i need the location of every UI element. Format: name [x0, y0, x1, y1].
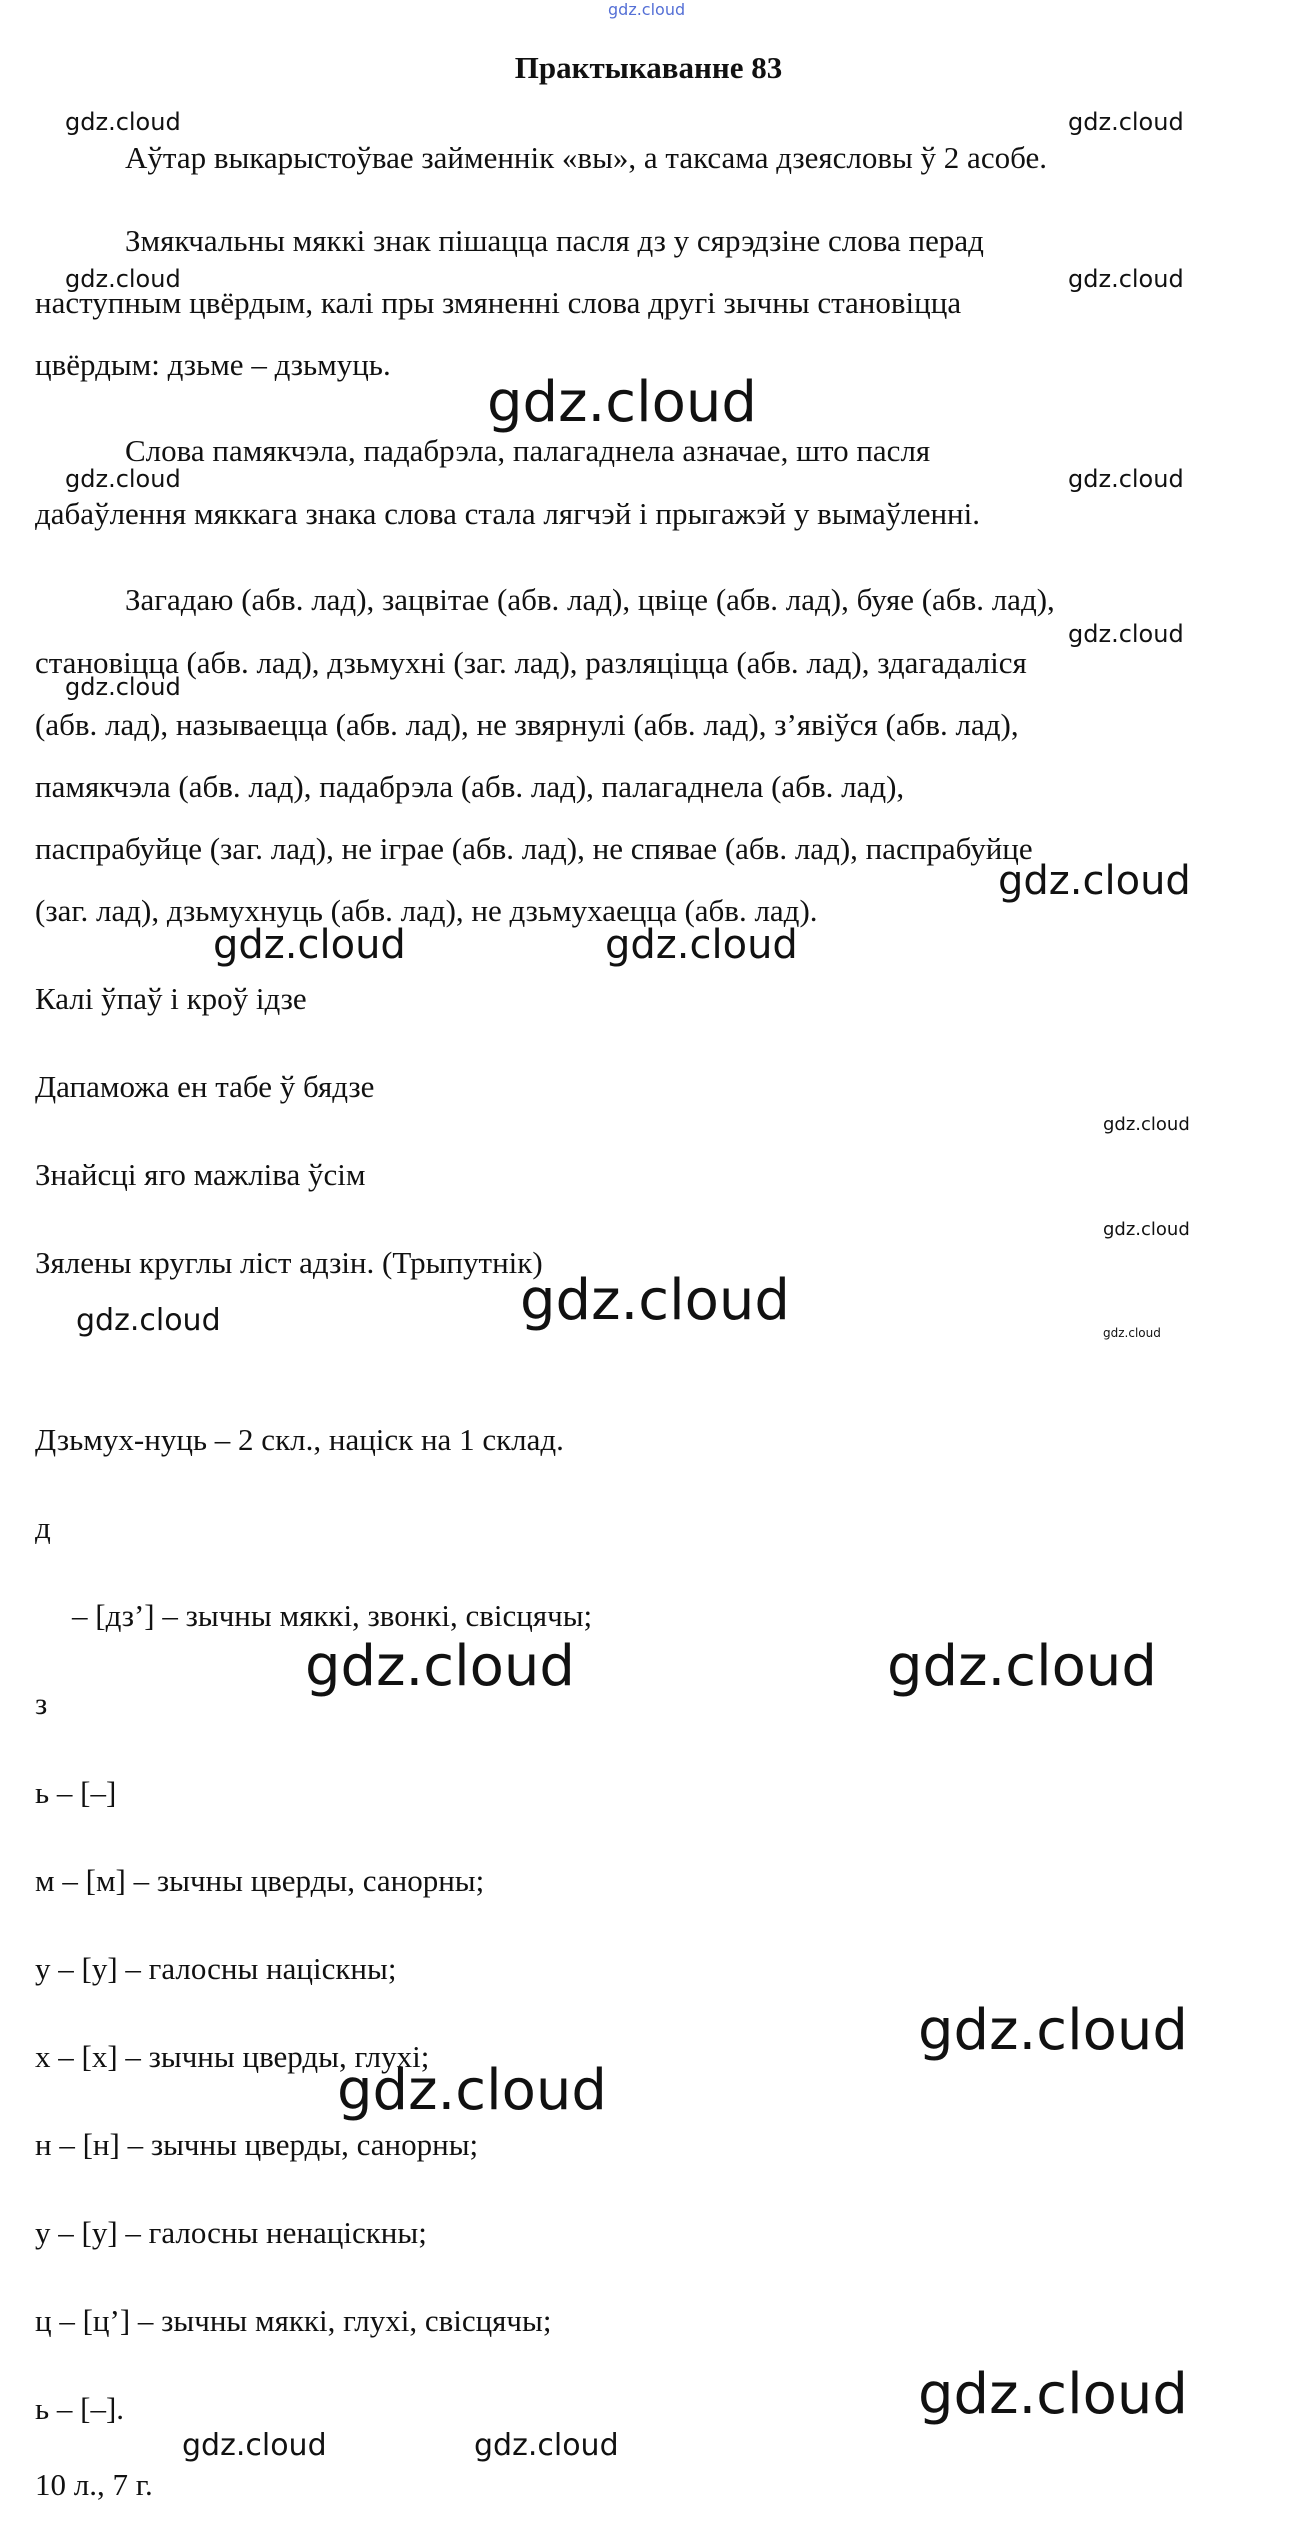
riddle-line: Калі ўпаў і кроў ідзе [35, 981, 307, 1016]
paragraph-line: Аўтар выкарыстоўвае займеннік «вы», а таксама дзеясловы ў 2 асобе. [125, 140, 1047, 175]
paragraph-line: дабаўлення мяккага знака слова стала лягчэй і прыгажэй у вымаўленні. [35, 496, 981, 531]
riddle-line: Зялены круглы ліст адзін. (Трыпутнік) [35, 1245, 543, 1280]
paragraph-line: памякчэла (абв. лад), падабрэла (абв. лад), палагаднела (абв. лад), [35, 769, 905, 804]
analysis-line: – [дз’] – зычны мяккі, звонкі, свісцячы; [72, 1598, 593, 1633]
analysis-line: з [35, 1686, 48, 1721]
watermark: gdz.cloud [474, 2428, 619, 2463]
watermark: gdz.cloud [65, 265, 181, 293]
paragraph-line: становіцца (абв. лад), дзьмухні (заг. лад), разляціцца (абв. лад), здагадаліся [35, 645, 1027, 680]
watermark: gdz.cloud [213, 922, 406, 968]
paragraph-line: (абв. лад), называецца (абв. лад), не звярнулі (абв. лад), з’явіўся (абв. лад), [35, 707, 1019, 742]
watermark: gdz.cloud [520, 1268, 790, 1333]
paragraph-line: (заг. лад), дзьмухнуць (абв. лад), не дзьмухаецца (абв. лад). [35, 893, 818, 928]
analysis-line: н – [н] – зычны цверды, санорны; [35, 2127, 479, 2162]
paragraph-line: паспрабуйце (заг. лад), не іграе (абв. лад), не спявае (абв. лад), паспрабуйце [35, 831, 1033, 866]
paragraph-line: наступным цвёрдым, калі пры змяненні слова другі зычны становіцца [35, 285, 962, 320]
paragraph-line: Слова памякчэла, падабрэла, палагаднела азначае, што пасля [125, 433, 931, 468]
watermark: gdz.cloud [1068, 265, 1184, 293]
watermark: gdz.cloud [608, 0, 686, 19]
watermark: gdz.cloud [1103, 1219, 1190, 1240]
watermark: gdz.cloud [918, 1998, 1188, 2063]
riddle-line: Знайсці яго мажліва ўсім [35, 1157, 366, 1192]
analysis-line: ц – [ц’] – зычны мяккі, глухі, свісцячы; [35, 2303, 552, 2338]
watermark: gdz.cloud [65, 673, 181, 701]
analysis-line: 10 л., 7 г. [35, 2467, 153, 2502]
riddle-line: Дапаможа ен табе ў бядзе [35, 1069, 375, 1104]
paragraph-line: Загадаю (абв. лад), зацвітае (абв. лад), цвіце (абв. лад), буяе (абв. лад), [125, 582, 1055, 617]
watermark: gdz.cloud [76, 1303, 221, 1338]
analysis-line: д [35, 1510, 51, 1545]
analysis-line: м – [м] – зычны цверды, санорны; [35, 1863, 485, 1898]
watermark: gdz.cloud [1068, 465, 1184, 493]
analysis-line: ь – [–]. [35, 2391, 125, 2426]
watermark: gdz.cloud [305, 1634, 575, 1699]
watermark: gdz.cloud [487, 370, 757, 435]
analysis-line: у – [у] – галосны націскны; [35, 1951, 397, 1986]
watermark: gdz.cloud [918, 2362, 1188, 2427]
watermark: gdz.cloud [605, 922, 798, 968]
watermark: gdz.cloud [337, 2058, 607, 2123]
watermark: gdz.cloud [65, 465, 181, 493]
watermark: gdz.cloud [887, 1634, 1157, 1699]
analysis-line: Дзьмух-нуць – 2 скл., націск на 1 склад. [35, 1422, 564, 1457]
watermark: gdz.cloud [1103, 1326, 1161, 1340]
watermark: gdz.cloud [182, 2428, 327, 2463]
watermark: gdz.cloud [998, 858, 1191, 904]
analysis-line: у – [у] – галосны ненаціскны; [35, 2215, 427, 2250]
analysis-line: х – [х] – зычны цверды, глухі; [35, 2039, 430, 2074]
watermark: gdz.cloud [65, 108, 181, 136]
analysis-line: ь – [–] [35, 1775, 117, 1810]
watermark: gdz.cloud [1103, 1114, 1190, 1135]
page-title: Практыкаванне 83 [514, 50, 783, 85]
watermark: gdz.cloud [1068, 108, 1184, 136]
paragraph-line: Змякчальны мяккі знак пішацца пасля дз у сярэдзіне слова перад [125, 223, 984, 258]
paragraph-line: цвёрдым: дзьме – дзьмуць. [35, 347, 391, 382]
watermark: gdz.cloud [1068, 620, 1184, 648]
